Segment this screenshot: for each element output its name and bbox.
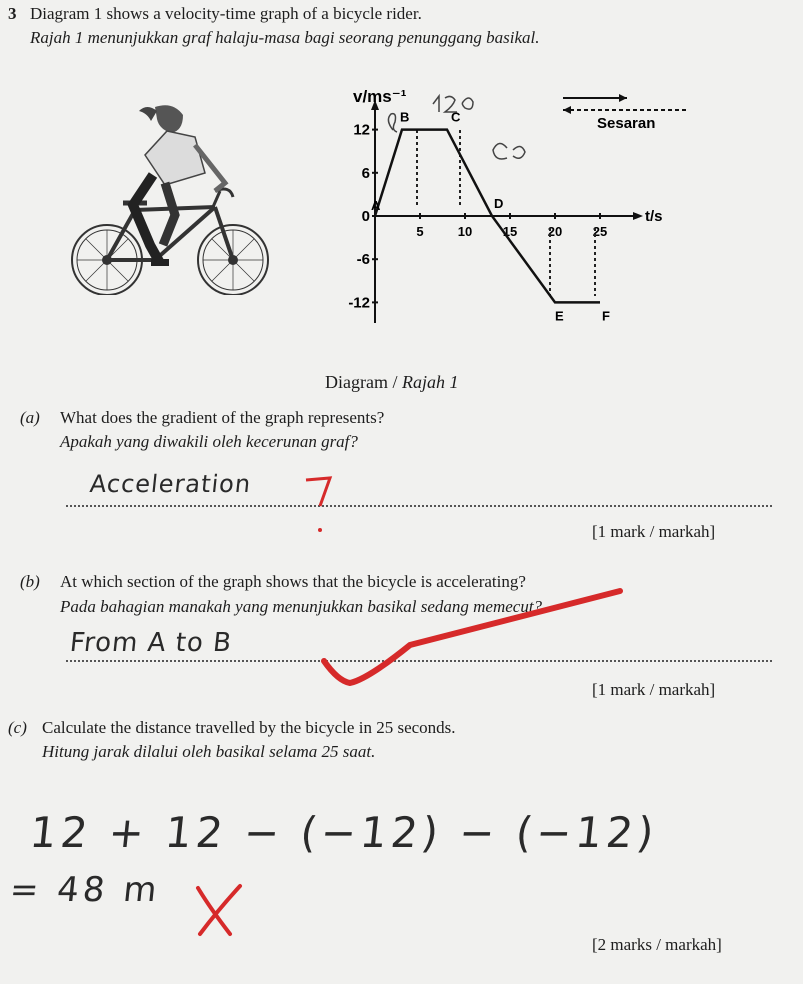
question-mark-annotation	[300, 472, 350, 542]
part-a-answer-line	[66, 505, 772, 507]
x-tick-label: 15	[502, 224, 518, 239]
part-b-question-malay: Pada bahagian manakah yang menunjukkan basikal sedang memecut?	[60, 597, 543, 616]
part-c-question-malay: Hitung jarak dilalui oleh basikal selama 25 saat.	[42, 742, 376, 761]
cyclist-illustration	[55, 95, 275, 295]
displacement-indicator	[563, 94, 687, 132]
point-label-e: E	[555, 308, 564, 324]
part-b-marks: [1 mark / markah]	[592, 680, 716, 699]
part-b-answer: From A to B	[68, 628, 234, 658]
question-number: 3	[8, 4, 17, 23]
part-c-working-line-1: 12 + 12 − (−12) − (−12)	[27, 808, 660, 857]
y-tick-label: 0	[361, 208, 370, 225]
x-tick-label: 5	[416, 224, 424, 239]
x-axis-arrow	[633, 212, 643, 220]
part-c-working-line-2: = 48 m	[7, 870, 163, 910]
y-tick-label: -12	[348, 294, 370, 312]
y-tick-label: 6	[361, 164, 370, 182]
displacement-label: Sesaran	[597, 115, 656, 132]
question-text-malay: Rajah 1 menunjukkan graf halaju-masa bagi seorang penunggang basikal.	[30, 28, 540, 47]
point-label-a: A	[371, 198, 381, 213]
question-text-english: Diagram 1 shows a velocity-time graph of a bicycle rider.	[30, 4, 422, 23]
x-tick-label: 25	[592, 224, 608, 239]
part-c-label: (c)	[8, 718, 27, 737]
y-tick-label: 12	[353, 121, 370, 139]
velocity-time-graph	[325, 78, 705, 333]
part-a-marks: [1 mark / markah]	[592, 522, 716, 541]
point-label-d: D	[494, 196, 504, 211]
x-axis-label: t/s	[645, 208, 663, 225]
part-b-question-english: At which section of the graph shows that the bicycle is accelerating?	[60, 572, 526, 591]
tick-mark-annotation	[310, 585, 630, 695]
x-tick-label: 20	[547, 224, 563, 239]
part-b-label: (b)	[20, 572, 40, 591]
part-a-question-malay: Apakah yang diwakili oleh kecerunan graf?	[60, 432, 358, 451]
part-c-marks: [2 marks / markah]	[592, 935, 722, 954]
caption-malay: Rajah 1	[401, 372, 459, 392]
point-label-c: C	[451, 109, 461, 125]
point-label-f: F	[602, 308, 610, 324]
x-tick-label: 10	[457, 224, 473, 239]
part-a-answer: Acceleration	[88, 470, 253, 498]
diagram-caption	[325, 372, 458, 393]
y-axis-label: v/ms⁻¹	[353, 87, 407, 106]
cross-mark-annotation	[190, 880, 250, 940]
y-tick-label: -6	[356, 251, 370, 269]
point-label-b: B	[400, 109, 410, 125]
part-a-label: (a)	[20, 408, 40, 427]
caption-english: Diagram /	[325, 372, 402, 392]
part-c-question-english: Calculate the distance travelled by the bicycle in 25 seconds.	[42, 718, 456, 737]
part-a-question-english: What does the gradient of the graph represents?	[60, 408, 385, 427]
